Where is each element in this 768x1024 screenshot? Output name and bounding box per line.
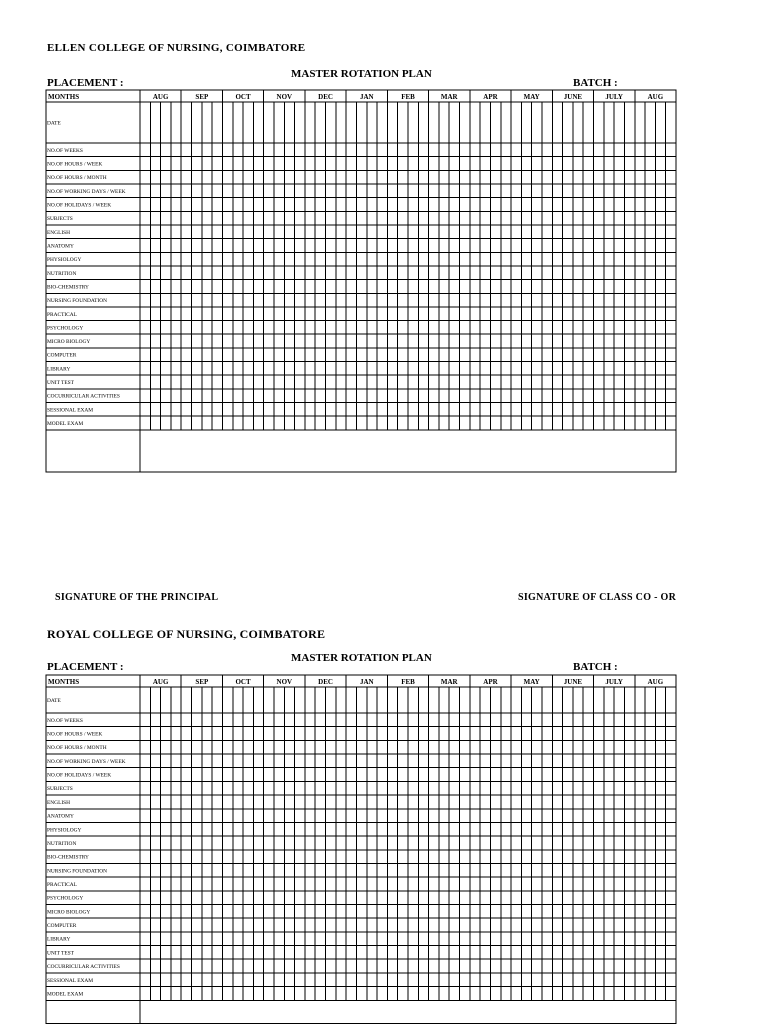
- month-header: AUG: [647, 678, 664, 686]
- month-header: JULY: [605, 93, 623, 101]
- row-label: SUBJECTS: [47, 216, 73, 223]
- row-label: NO.OF WORKING DAYS / WEEK: [47, 758, 126, 765]
- row-label: UNIT TEST: [47, 950, 74, 957]
- month-header: JAN: [359, 678, 374, 686]
- row-label: COCURRICULAR ACTIVITIES: [47, 964, 120, 971]
- principal-signature-label: SIGNATURE OF THE PRINCIPAL: [55, 592, 219, 603]
- row-label: PHYSIOLOGY: [47, 827, 82, 834]
- row-label: ANATOMY: [47, 243, 74, 250]
- month-header: FEB: [401, 93, 415, 101]
- row-label: COMPUTER: [47, 352, 77, 359]
- months-header: MONTHS: [48, 93, 80, 101]
- month-header: JUNE: [563, 93, 583, 101]
- row-label: NURSING FOUNDATION: [47, 868, 108, 875]
- month-header: MAY: [523, 678, 540, 686]
- month-header: AUG: [152, 93, 169, 101]
- row-label: PSYCHOLOGY: [47, 895, 84, 902]
- month-header: JULY: [605, 678, 623, 686]
- row-label: PHYSIOLOGY: [47, 257, 82, 264]
- month-header: JAN: [359, 93, 374, 101]
- month-header: OCT: [235, 678, 251, 686]
- row-label: BIO-CHEMISTRY: [47, 854, 89, 861]
- college-name: ROYAL COLLEGE OF NURSING, COIMBATORE: [47, 627, 326, 641]
- row-label: NO.OF HOURS / MONTH: [47, 175, 107, 182]
- row-label: PRACTICAL: [47, 882, 77, 888]
- coordinator-signature-label: SIGNATURE OF CLASS CO - OR: [518, 592, 677, 603]
- row-label: NO.OF HOURS / MONTH: [47, 745, 107, 752]
- row-label: NO.OF WORKING DAYS / WEEK: [47, 188, 126, 195]
- form-title: MASTER ROTATION PLAN: [291, 652, 432, 664]
- row-label: NO.OF WEEKS: [47, 147, 83, 154]
- month-header: NOV: [276, 678, 293, 686]
- batch-label: BATCH :: [573, 77, 618, 89]
- row-label: SESSIONAL EXAM: [47, 407, 94, 414]
- row-label: NO.OF HOURS / WEEK: [47, 731, 103, 738]
- row-label: MICRO BIOLOGY: [47, 339, 91, 346]
- row-label: ANATOMY: [47, 813, 74, 820]
- row-label: LIBRARY: [47, 366, 71, 373]
- row-label: DATE: [47, 120, 61, 127]
- row-label: COCURRICULAR ACTIVITIES: [47, 393, 120, 400]
- row-label: NUTRITION: [47, 270, 77, 277]
- month-header: FEB: [401, 678, 415, 686]
- row-label: MICRO BIOLOGY: [47, 909, 91, 916]
- month-header: OCT: [235, 93, 251, 101]
- row-label: COMPUTER: [47, 923, 77, 930]
- batch-label: BATCH :: [573, 661, 618, 673]
- row-label: LIBRARY: [47, 936, 71, 943]
- row-label: SESSIONAL EXAM: [47, 977, 94, 984]
- row-label: BIO-CHEMISTRY: [47, 284, 89, 291]
- row-label: ENGLISH: [47, 799, 71, 806]
- row-label: NUTRITION: [47, 840, 77, 847]
- row-label: PRACTICAL: [47, 311, 77, 318]
- month-header: JUNE: [563, 678, 583, 686]
- row-label: NO.OF HOLIDAYS / WEEK: [47, 772, 112, 779]
- month-header: MAY: [523, 93, 540, 101]
- row-label: ENGLISH: [47, 229, 71, 236]
- month-header: NOV: [276, 93, 293, 101]
- month-header: SEP: [195, 678, 209, 686]
- month-header: SEP: [195, 93, 209, 101]
- form-title: MASTER ROTATION PLAN: [291, 68, 432, 80]
- month-header: DEC: [318, 678, 333, 686]
- placement-label: PLACEMENT :: [47, 77, 124, 89]
- row-label: NO.OF HOLIDAYS / WEEK: [47, 202, 112, 209]
- placement-label: PLACEMENT :: [47, 661, 124, 673]
- row-label: MODEL EXAM: [47, 991, 84, 998]
- row-label: SUBJECTS: [47, 786, 73, 793]
- row-label: DATE: [47, 698, 61, 704]
- month-header: AUG: [647, 93, 664, 101]
- row-label: PSYCHOLOGY: [47, 325, 84, 332]
- month-header: APR: [483, 93, 498, 101]
- row-label: NO.OF HOURS / WEEK: [47, 161, 103, 168]
- month-header: MAR: [440, 93, 458, 101]
- month-header: APR: [483, 678, 498, 686]
- college-name: ELLEN COLLEGE OF NURSING, COIMBATORE: [47, 42, 306, 54]
- row-label: NURSING FOUNDATION: [47, 298, 108, 305]
- row-label: UNIT TEST: [47, 380, 74, 387]
- month-header: MAR: [440, 678, 458, 686]
- row-label: NO.OF WEEKS: [47, 717, 83, 724]
- months-header: MONTHS: [48, 678, 80, 686]
- month-header: AUG: [152, 678, 169, 686]
- month-header: DEC: [318, 93, 333, 101]
- row-label: MODEL EXAM: [47, 421, 84, 428]
